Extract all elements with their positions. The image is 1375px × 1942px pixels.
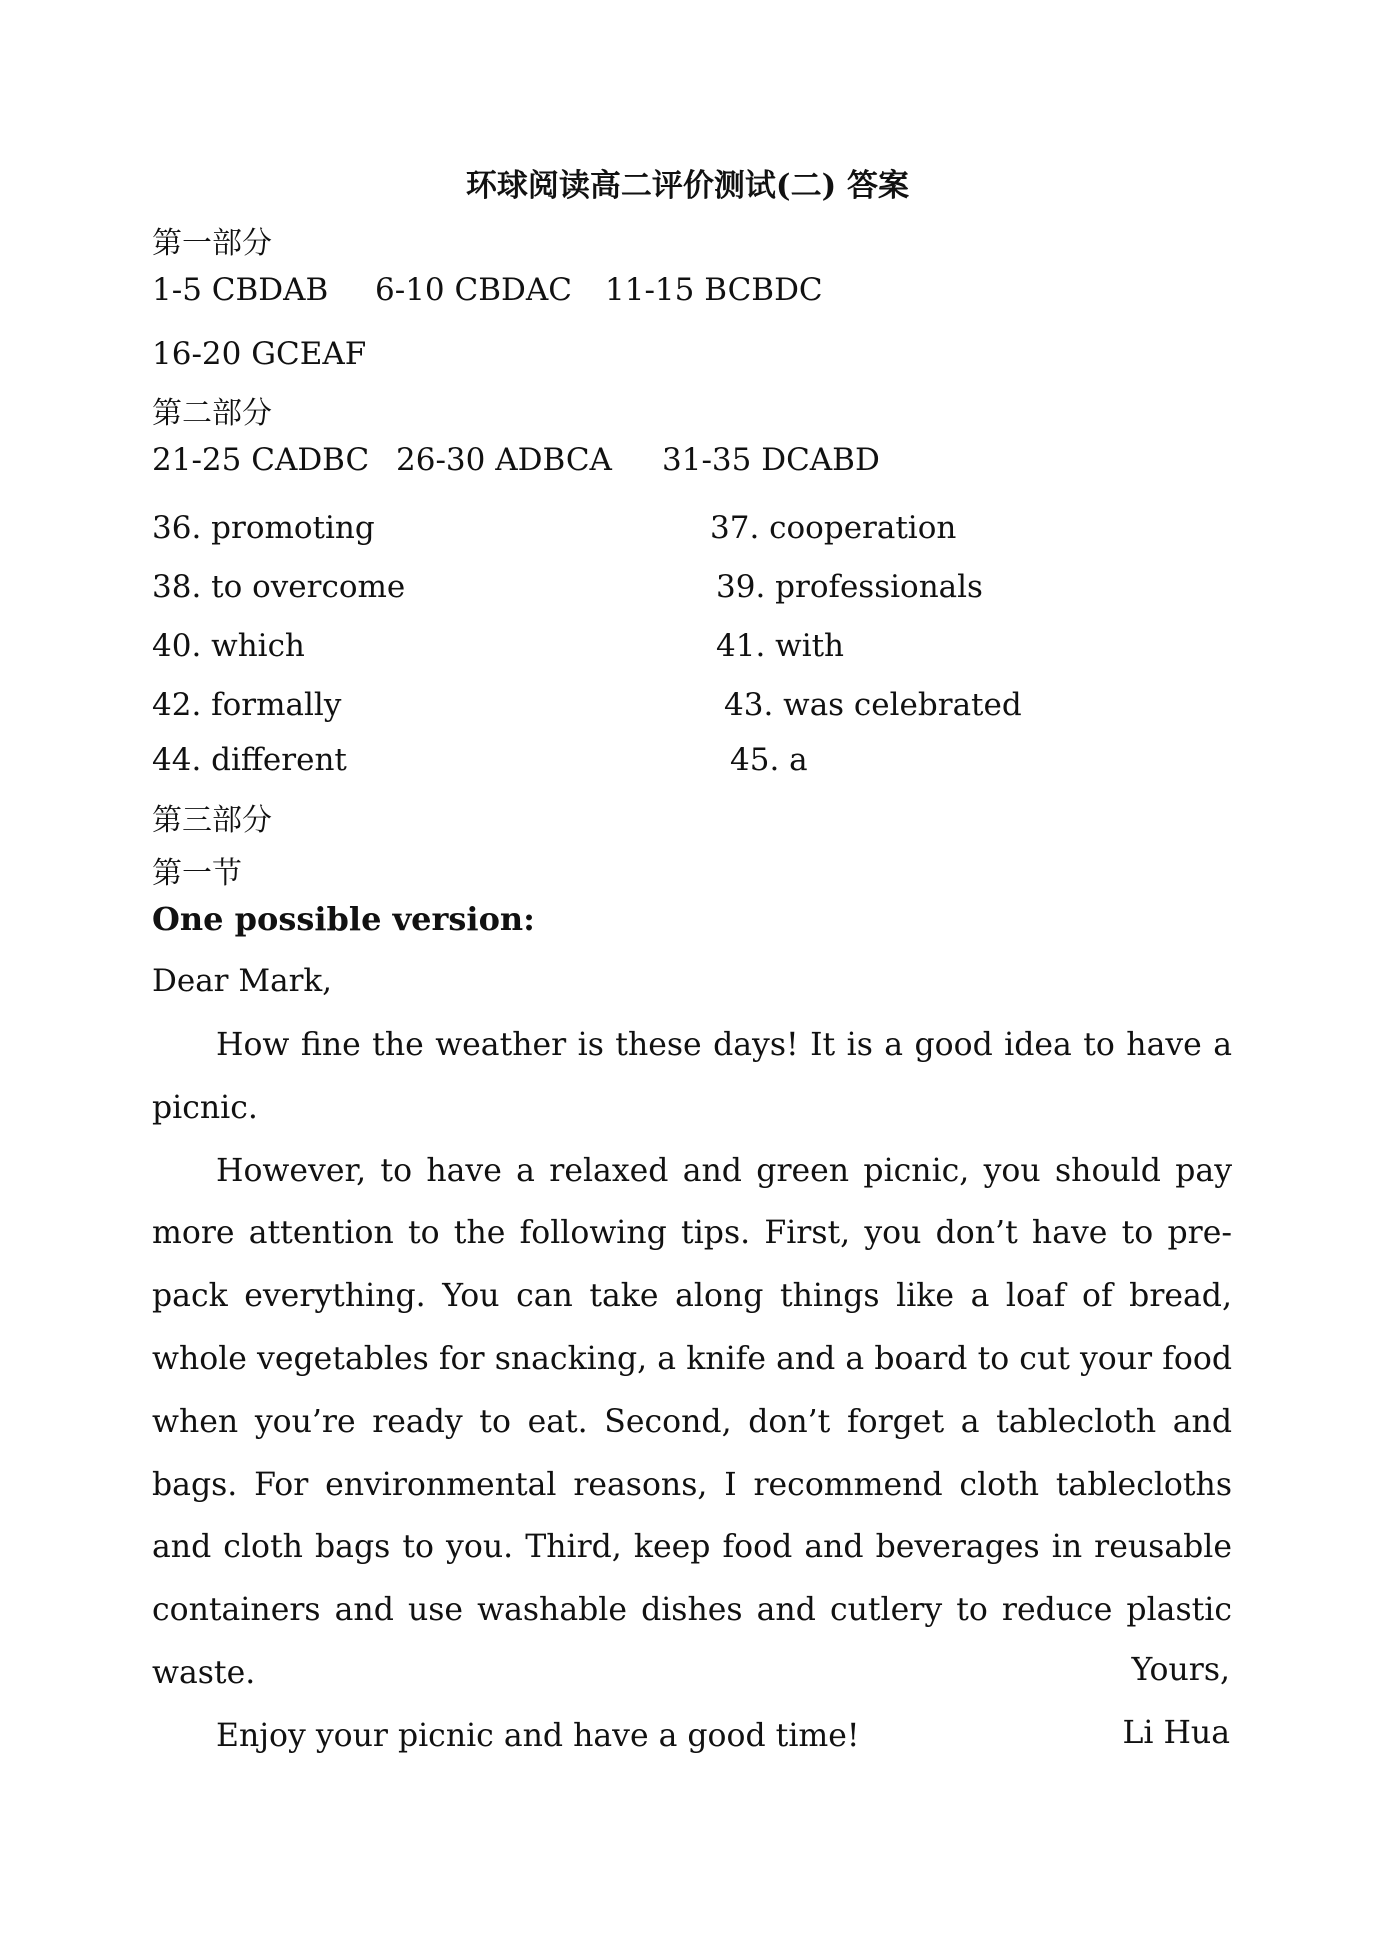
answer-group: 26-30 ADBCA	[396, 442, 612, 478]
fill-answer: 43. was celebrated	[724, 687, 1022, 723]
letter-signature: Li Hua	[1122, 1715, 1230, 1751]
letter-paragraph: Enjoy your picnic and have a good time!	[216, 1717, 860, 1754]
answer-group: 31-35 DCABD	[662, 442, 880, 478]
fill-answer: 36. promoting	[152, 510, 375, 546]
answer-group: 6-10 CBDAC	[375, 272, 572, 308]
answer-group: 16-20 GCEAF	[152, 336, 367, 372]
section-heading: 第一节	[152, 856, 242, 891]
fill-answer: 39. professionals	[716, 569, 983, 605]
letter-body	[152, 1014, 1232, 1768]
answer-group: 1-5 CBDAB	[152, 272, 329, 308]
part2-heading: 第二部分	[152, 396, 272, 431]
fill-answer: 40. which	[152, 628, 305, 664]
fill-answer: 38. to overcome	[152, 569, 406, 605]
letter-paragraph: How fine the weather is these days! It is a good idea to have a picnic.	[152, 1027, 1232, 1126]
letter-greeting: Dear Mark,	[152, 963, 333, 999]
fill-answer: 41. with	[716, 628, 845, 664]
part3-heading: 第三部分	[152, 803, 272, 838]
fill-answer: 37. cooperation	[710, 510, 957, 546]
answer-group: 11-15 BCBDC	[605, 272, 823, 308]
letter-signoff: Yours,	[1131, 1652, 1230, 1688]
page-title: 环球阅读高二评价测试(二) 答案	[465, 168, 910, 204]
version-heading: One possible version:	[152, 900, 535, 938]
fill-answer: 42. formally	[152, 687, 342, 723]
answer-group: 21-25 CADBC	[152, 442, 370, 478]
fill-answer: 45. a	[730, 742, 808, 778]
fill-answer: 44. different	[152, 742, 347, 778]
part1-heading: 第一部分	[152, 226, 272, 261]
letter-paragraph: However, to have a relaxed and green picnic, you should pay more attention to the following tips. First, you don’t have to pre-pack everything. You can take along things like a loaf of bread, whole vegetables for snacking, a knife and a board to cut your food when you’re ready to eat. Second, don’t forget a tablecloth and bags. For environmental reasons, I recommend cloth tablecloths and cloth bags to you. Third, keep food and beverages in reusable containers and use washable dishes and cutlery to reduce plastic waste.	[152, 1152, 1232, 1691]
